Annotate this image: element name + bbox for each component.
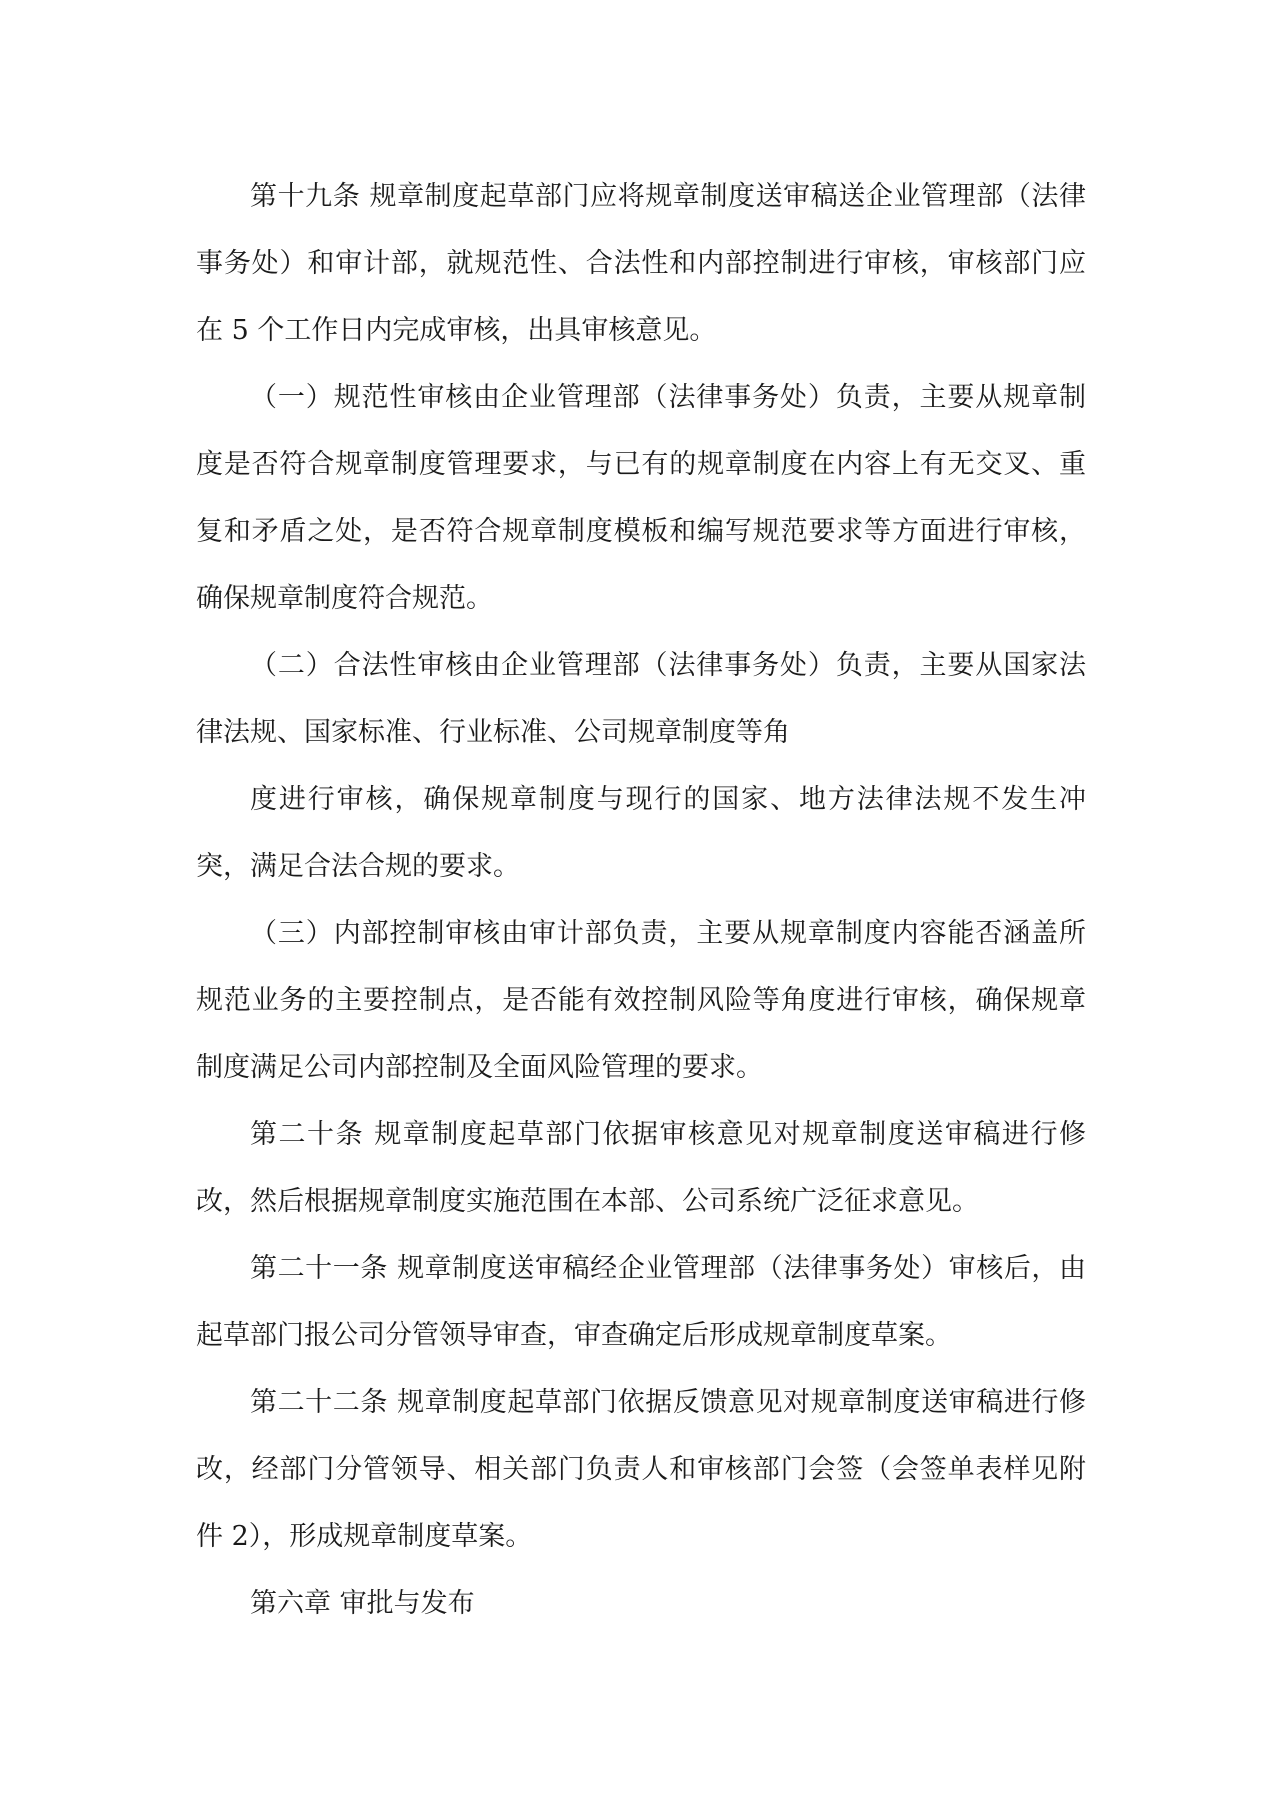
item-2-continuation-paragraph: 度进行审核，确保规章制度与现行的国家、地方法律法规不发生冲突，满足合法合规的要求。 bbox=[196, 784, 1086, 882]
article-21-paragraph: 第二十一条 规章制度送审稿经企业管理部（法律事务处）审核后，由起草部门报公司分管领导审查，审查确定后形成规章制度草案。 bbox=[196, 1253, 1086, 1351]
chapter-6-heading: 第六章 审批与发布 bbox=[250, 1588, 475, 1619]
item-1-paragraph: （一）规范性审核由企业管理部（法律事务处）负责，主要从规章制度是否符合规章制度管理要求，与已有的规章制度在内容上有无交叉、重复和矛盾之处，是否符合规章制度模板和编写规范要求等方面进行审核，确保规章制度符合规范。 bbox=[196, 382, 1086, 614]
document-body bbox=[196, 163, 1086, 1637]
item-3-paragraph: （三）内部控制审核由审计部负责，主要从规章制度内容能否涵盖所规范业务的主要控制点，是否能有效控制风险等角度进行审核，确保规章制度满足公司内部控制及全面风险管理的要求。 bbox=[196, 918, 1086, 1083]
article-19-paragraph: 第十九条 规章制度起草部门应将规章制度送审稿送企业管理部（法律事务处）和审计部，就规范性、合法性和内部控制进行审核，审核部门应在 5 个工作日内完成审核，出具审核意见。 bbox=[196, 181, 1086, 346]
article-20-paragraph: 第二十条 规章制度起草部门依据审核意见对规章制度送审稿进行修改，然后根据规章制度实施范围在本部、公司系统广泛征求意见。 bbox=[196, 1119, 1086, 1217]
item-2-paragraph: （二）合法性审核由企业管理部（法律事务处）负责，主要从国家法律法规、国家标准、行业标准、公司规章制度等角 bbox=[196, 650, 1086, 748]
article-22-paragraph: 第二十二条 规章制度起草部门依据反馈意见对规章制度送审稿进行修改，经部门分管领导、相关部门负责人和审核部门会签（会签单表样见附件 2），形成规章制度草案。 bbox=[196, 1387, 1086, 1552]
